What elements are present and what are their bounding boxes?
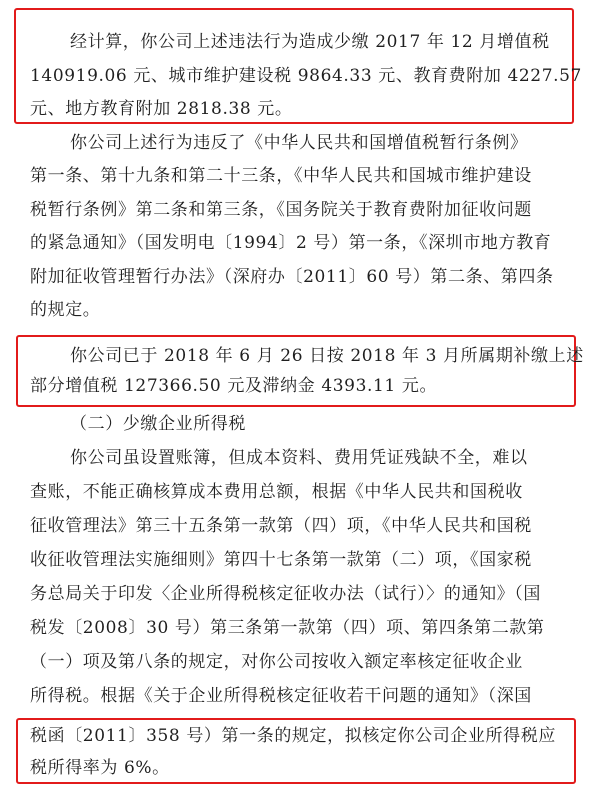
paragraph-violation-line-5: 附加征收管理暂行办法》（深府办〔2011〕60 号）第二条、第四条: [30, 267, 554, 287]
section-heading-income-tax: （二）少缴企业所得税: [70, 414, 246, 434]
paragraph-violation-line-1: 你公司上述行为违反了《中华人民共和国增值税暂行条例》: [70, 133, 528, 153]
paragraph-income-line-7: （一）项及第八条的规定，对你公司按收入额定率核定征收企业: [30, 652, 523, 672]
paragraph-income-line-8: 所得税。根据《关于企业所得税核定征收若干问题的通知》（深国: [30, 686, 532, 706]
paragraph-violation-line-6: 的规定。: [30, 300, 101, 320]
paragraph-income-line-6: 税发〔2008〕30 号）第三条第一款第（四）项、第四条第二款第: [30, 618, 545, 638]
paragraph-violation-line-3: 税暂行条例》第二条和第三条，《国务院关于教育费附加征收问题: [30, 200, 532, 220]
paragraph-income-line-5: 务总局关于印发〈企业所得税核定征收办法（试行）〉的通知》（国: [30, 584, 541, 604]
paragraph-income-line-2: 查账，不能正确核算成本费用总额，根据《中华人民共和国税收: [30, 482, 523, 502]
paragraph-violation-line-4: 的紧急通知》（国发明电〔1994〕2 号）第一条，《深圳市地方教育: [30, 233, 552, 253]
paragraph-income-line-3: 征收管理法》第三十五条第一款第（四）项，《中华人民共和国税: [30, 516, 532, 536]
paragraph-violation-line-2: 第一条、第十九条和第二十三条，《中华人民共和国城市维护建设: [30, 166, 532, 186]
paragraph-income-line-9: 税函〔2011〕358 号）第一条的规定，拟核定你公司企业所得税应: [30, 726, 556, 746]
paragraph-payment-line-2: 部分增值税 127366.50 元及滞纳金 4393.11 元。: [30, 376, 438, 396]
paragraph-income-line-1: 你公司虽设置账簿，但成本资料、费用凭证残缺不全，难以: [70, 448, 528, 468]
paragraph-vat-line-2: 140919.06 元、城市维护建设税 9864.33 元、教育费附加 4227.57: [30, 66, 582, 86]
paragraph-vat-line-1: 经计算，你公司上述违法行为造成少缴 2017 年 12 月增值税: [70, 32, 550, 52]
paragraph-payment-line-1: 你公司已于 2018 年 6 月 26 日按 2018 年 3 月所属期补缴上述: [70, 346, 584, 366]
paragraph-vat-line-3: 元、地方教育附加 2818.38 元。: [30, 99, 293, 119]
paragraph-income-line-10: 税所得率为 6%。: [30, 758, 170, 778]
paragraph-income-line-4: 收征收管理法实施细则》第四十七条第一款第（二）项，《国家税: [30, 550, 532, 570]
